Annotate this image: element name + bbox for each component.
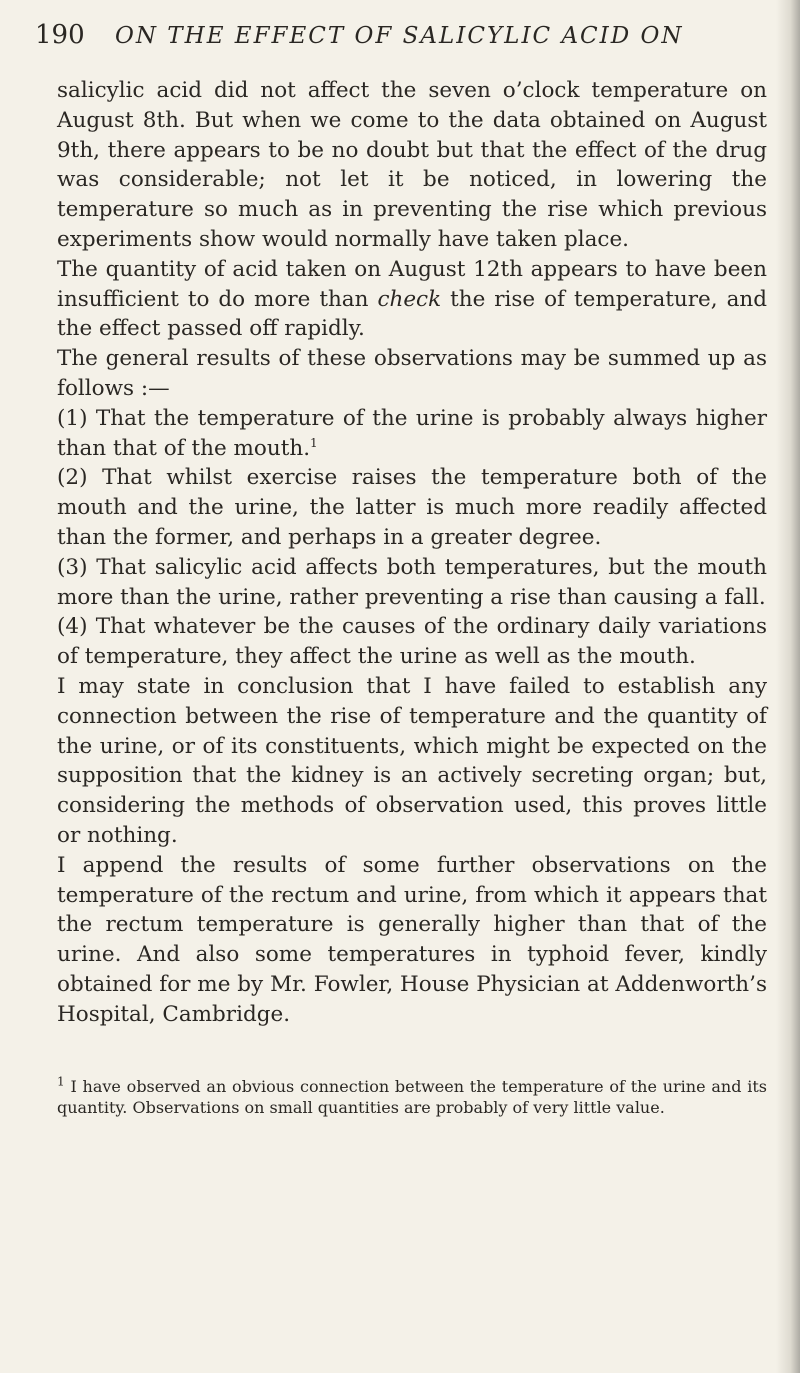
paragraph-4-text: (1) That the temperature of the urine is probably always higher than that of the mouth. [57,405,767,461]
footnote-reference: 1 [310,435,318,450]
paragraph-2-text: The quantity of acid taken on August 12th appears to have been insufficient to do more than [57,256,767,312]
paragraph-2-text-end: the rise of temperature, and the effect passed off rapidly. [57,286,767,342]
page-number: 190 [35,20,85,50]
emphasis-check: check [377,286,442,312]
paragraph-7: (4) That whatever be the causes of the ordinary daily variations of temperature, they affect the urine as well as the mouth. [57,614,767,670]
paragraph-1: salicylic acid did not affect the seven o’clock temperature on August 8th. But when we come to the data obtained on August 9th, there appears to be no doubt but that the effect of the drug was considerable; not let it be noticed, in lowering the temperature so much as in preventing the rise which previous experiments show would normally have taken place. [57,78,767,252]
paragraph-2 [57,255,767,344]
page-header [35,20,755,60]
footnote-marker: 1 [57,1074,65,1089]
paragraph-3: The general results of these observations may be summed up as follows :— [57,346,767,401]
body-text [57,76,767,1030]
page-edge-shadow [776,0,800,1373]
paragraph-6: (3) That salicylic acid affects both temperatures, but the mouth more than the urine, rather preventing a rise than causing a fall. [57,554,767,610]
paragraph-9: I append the results of some further observations on the temperature of the rectum and urine, from which it appears that the rectum temperature is generally higher than that of the urine. And also some temperatures in typhoid fever, kindly obtained for me by Mr. Fowler, House Physician at Addenworth’s Hospital, Cambridge. [57,852,767,1027]
paragraph-5: (2) That whilst exercise raises the temperature both of the mouth and the urine, the latter is much more readily affected than the former, and perhaps in a greater degree. [57,465,767,550]
running-head: ON THE EFFECT OF SALICYLIC ACID ON [115,23,684,49]
footnotes [57,1076,767,1118]
paragraph-4 [57,404,767,464]
paragraph-8: I may state in conclusion that I have failed to establish any connection between the rise of temperature and the quantity of the urine, or of its constituents, which might be expected on the supposition that the kidney is an actively secreting organ; but, considering the methods of observation used, this proves little or nothing. [57,673,767,848]
footnote-1 [57,1076,767,1118]
footnote-text: I have observed an obvious connection between the temperature of the urine and its quantity. Observations on small quantities are probably of very little value. [57,1077,767,1117]
